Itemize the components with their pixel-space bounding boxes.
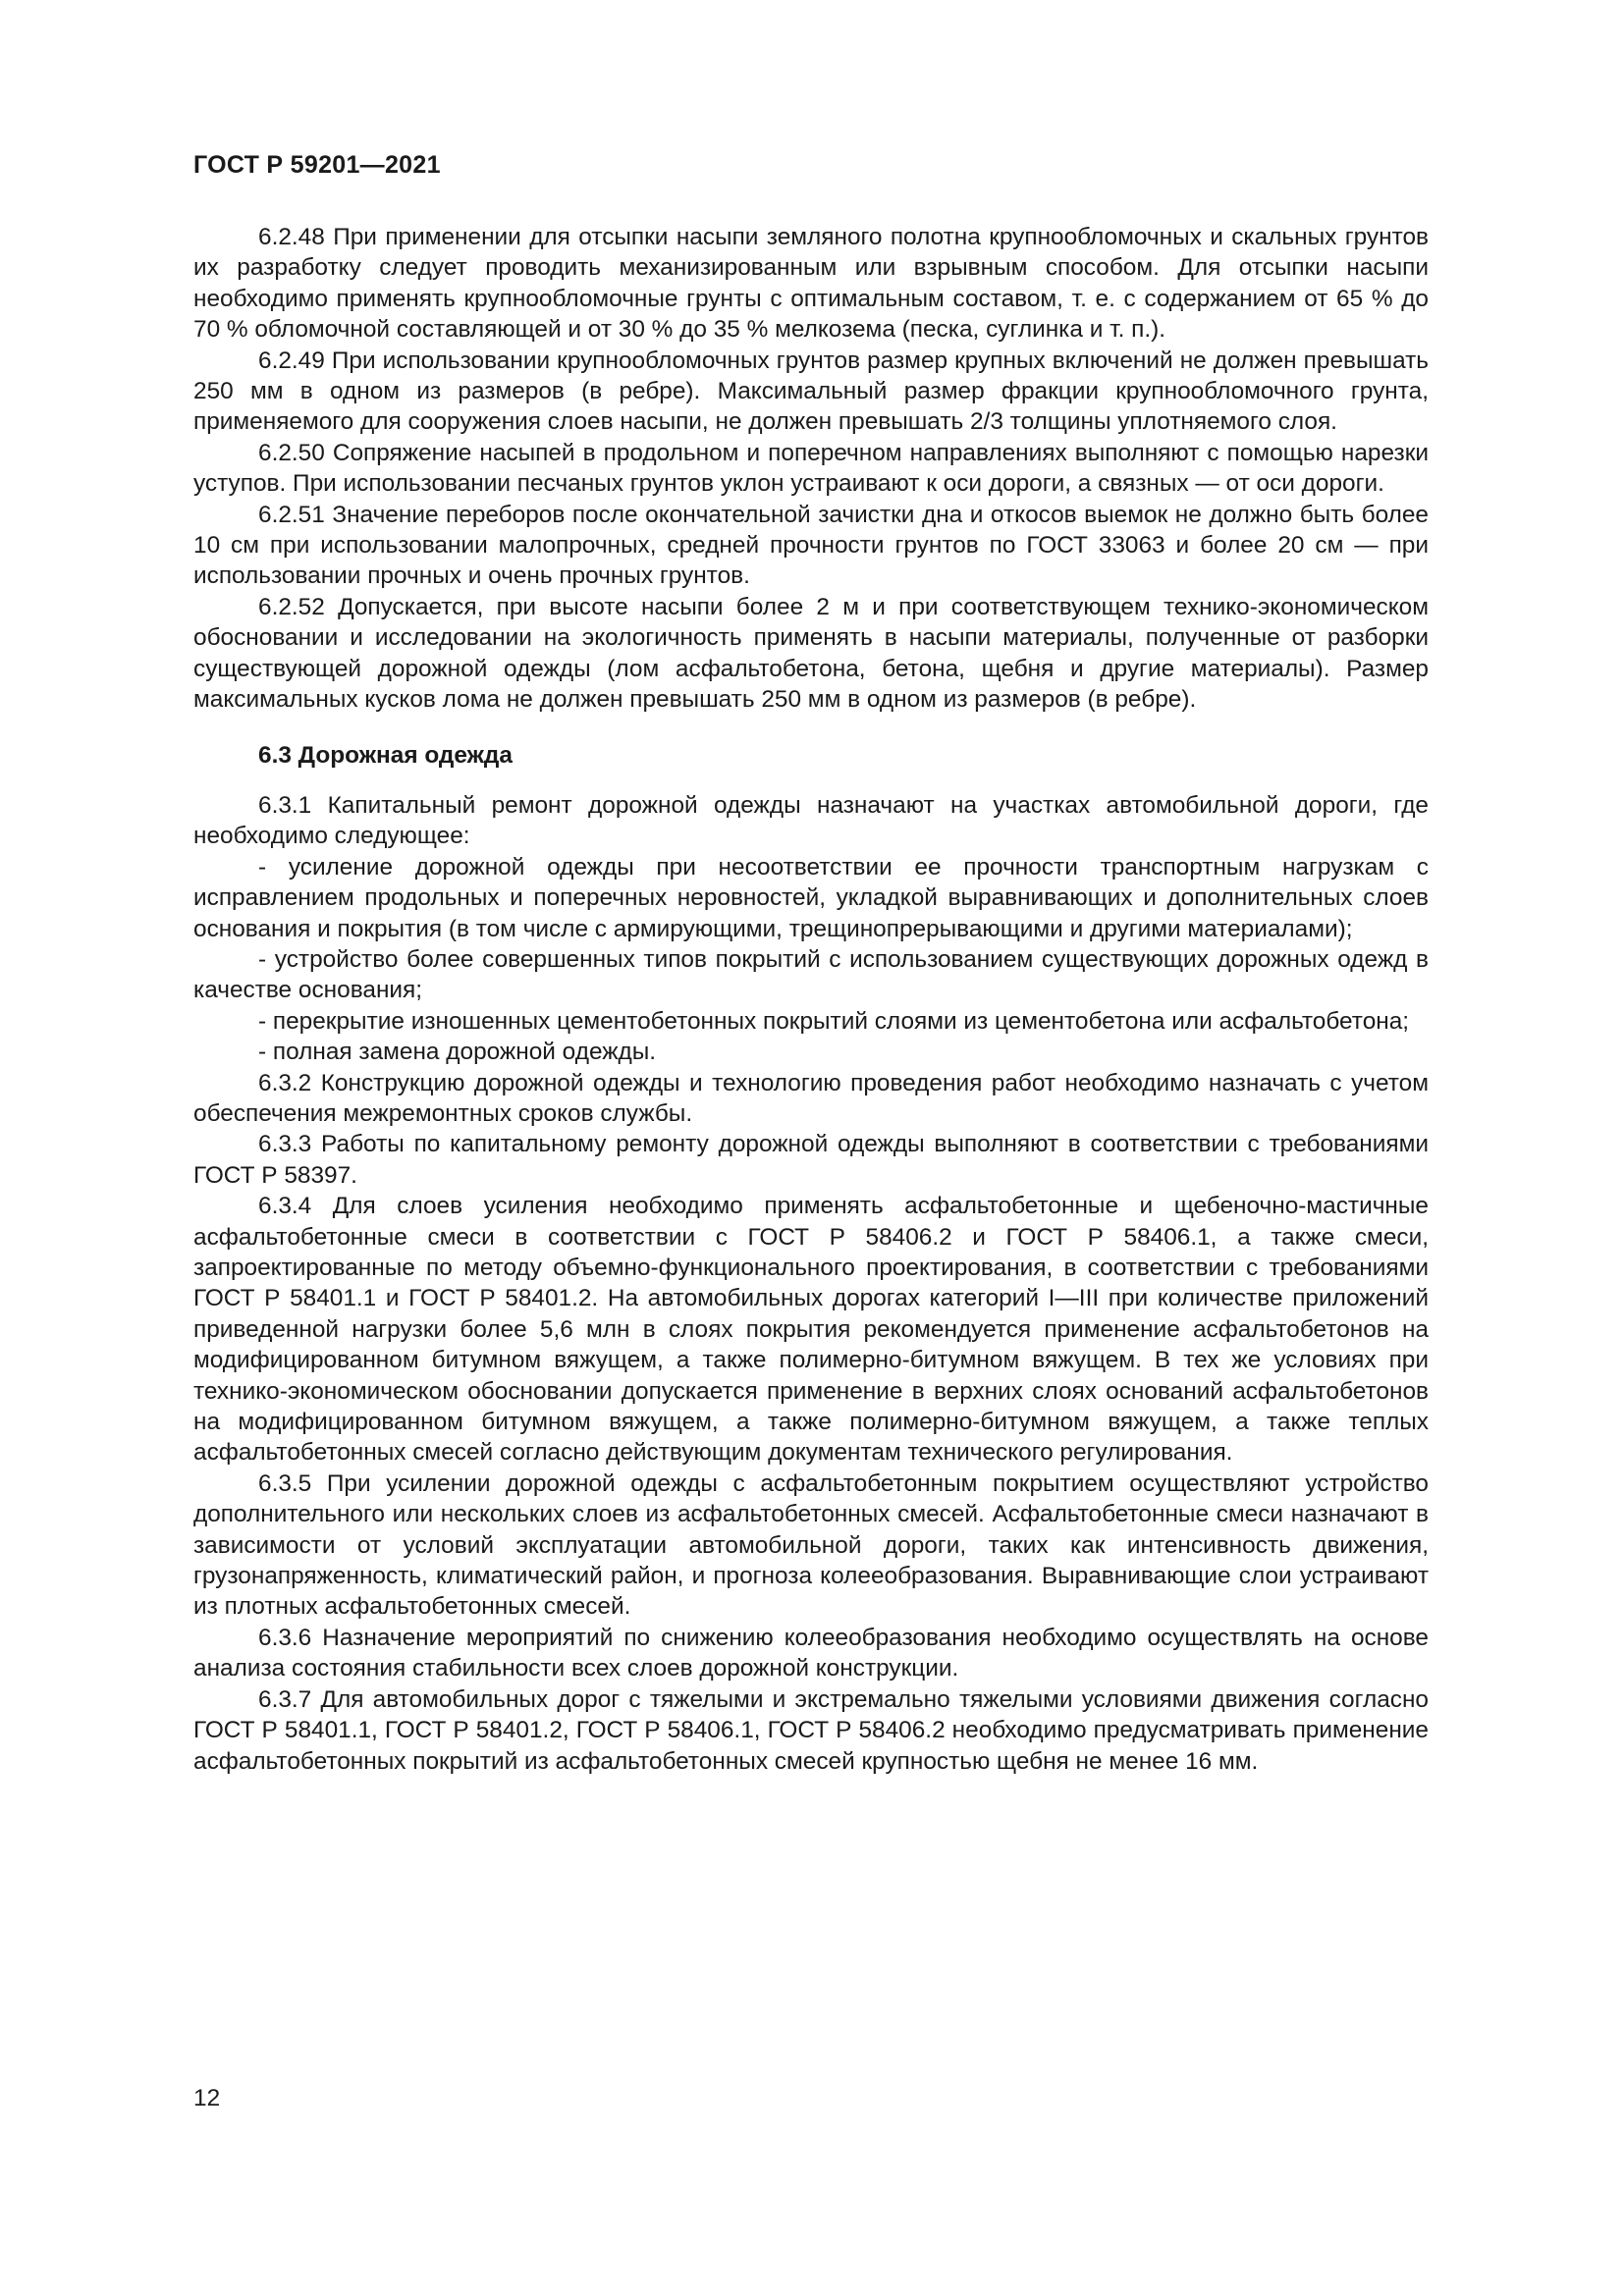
paragraph-6-3-7: 6.3.7 Для автомобильных дорог с тяжелыми и экстремально тяжелыми условиями движения согласно ГОСТ Р 58401.1, ГОСТ Р 58401.2, ГОСТ Р 58406.1, ГОСТ Р 58406.2 необходимо предусматривать применение асфальтобетонных покрытий из асфальтобетонных смесей крупностью щебня не менее 16 мм.	[193, 1685, 1429, 1775]
paragraph-6-3-1: 6.3.1 Капитальный ремонт дорожной одежды назначают на участках автомобильной дороги, где необходимо следующее:	[193, 791, 1429, 850]
paragraph-6-3-6: 6.3.6 Назначение мероприятий по снижению колееобразования необходимо осуществлять на основе анализа состояния стабильности всех слоев дорожной конструкции.	[193, 1624, 1429, 1682]
paragraph-6-2-50: 6.2.50 Сопряжение насыпей в продольном и поперечном направлениях выполняют с помощью нарезки уступов. При использовании песчаных грунтов уклон устраивают к оси дороги, а связных — от оси дороги.	[193, 439, 1429, 498]
paragraph-6-2-51: 6.2.51 Значение переборов после окончательной зачистки дна и откосов выемок не должно быть более 10 см при использовании малопрочных, средней прочности грунтов по ГОСТ 33063 и более 20 см — при использовании прочных и очень прочных грунтов.	[193, 501, 1429, 590]
paragraph-6-3-2: 6.3.2 Конструкцию дорожной одежды и технологию проведения работ необходимо назначать с учетом обеспечения межремонтных сроков службы.	[193, 1069, 1429, 1127]
paragraph-6-3-5: 6.3.5 При усилении дорожной одежды с асфальтобетонным покрытием осуществляют устройство дополнительного или нескольких слоев из асфальтобетонных смесей. Асфальтобетонные смеси назначают в зависимости от условий эксплуатации автомобильной дороги, таких как интенсивность движения, грузонапряженность, климатический район, и прогноза колееобразования. Выравнивающие слои устраивают из плотных асфальтобетонных смесей.	[193, 1469, 1429, 1621]
list-item: - устройство более совершенных типов покрытий с использованием существующих дорожных одежд в качестве основания;	[193, 945, 1429, 1004]
page-number: 12	[193, 2085, 221, 2111]
paragraph-6-2-52: 6.2.52 Допускается, при высоте насыпи более 2 м и при соответствующем технико-экономическом обосновании и исследовании на экологичность применять в насыпи материалы, полученные от разборки существующей дорожной одежды (лом асфальтобетона, бетона, щебня и другие материалы). Размер максимальных кусков лома не должен превышать 250 мм в одном из размеров (в ребре).	[193, 593, 1429, 714]
list-item: - перекрытие изношенных цементобетонных покрытий слоями из цементобетона или асфальтобетона;	[258, 1007, 1410, 1035]
list-item: - усиление дорожной одежды при несоответствии ее прочности транспортным нагрузкам с исправлением продольных и поперечных неровностей, укладкой выравнивающих и дополнительных слоев основания и покрытия (в том числе с армирующими, трещинопрерывающими и другими материалами);	[193, 853, 1429, 942]
document-header: ГОСТ Р 59201—2021	[193, 151, 441, 179]
paragraph-6-2-49: 6.2.49 При использовании крупнообломочных грунтов размер крупных включений не должен превышать 250 мм в одном из размеров (в ребре). Максимальный размер фракции крупнообломочного грунта, применяемого для сооружения слоев насыпи, не должен превышать 2/3 толщины уплотняемого слоя.	[193, 347, 1429, 436]
document-body	[193, 222, 1429, 1777]
paragraph-6-2-48: 6.2.48 При применении для отсыпки насыпи земляного полотна крупнообломочных и скальных грунтов их разработку следует проводить механизированным или взрывным способом. Для отсыпки насыпи необходимо применять крупнообломочные грунты с оптимальным составом, т. е. с содержанием от 65 % до 70 % обломочной составляющей и от 30 % до 35 % мелкозема (песка, суглинка и т. п.).	[193, 224, 1429, 344]
paragraph-6-3-3: 6.3.3 Работы по капитальному ремонту дорожной одежды выполняют в соответствии с требованиями ГОСТ Р 58397.	[193, 1131, 1429, 1189]
section-heading-6-3: 6.3 Дорожная одежда	[258, 741, 513, 769]
list-item: - полная замена дорожной одежды.	[258, 1039, 657, 1066]
paragraph-6-3-4: 6.3.4 Для слоев усиления необходимо применять асфальтобетонные и щебеночно-мастичные асфальтобетонные смеси в соответствии с ГОСТ Р 58406.2 и ГОСТ Р 58406.1, а также смеси, запроектированные по методу объемно-функционального проектирования, в соответствии с требованиями ГОСТ Р 58401.1 и ГОСТ Р 58401.2. На автомобильных дорогах категорий I—III при количестве приложений приведенной нагрузки более 5,6 млн в слоях покрытия рекомендуется применение асфальтобетонов на модифицированном битумном вяжущем, а также полимерно-битумном вяжущем. В тех же условиях при технико-экономическом обосновании допускается применение в верхних слоях оснований асфальтобетонов на модифицированном битумном вяжущем, а также полимерно-битумном вяжущем, а также теплых асфальтобетонных смесей согласно действующим документам технического регулирования.	[193, 1193, 1429, 1467]
